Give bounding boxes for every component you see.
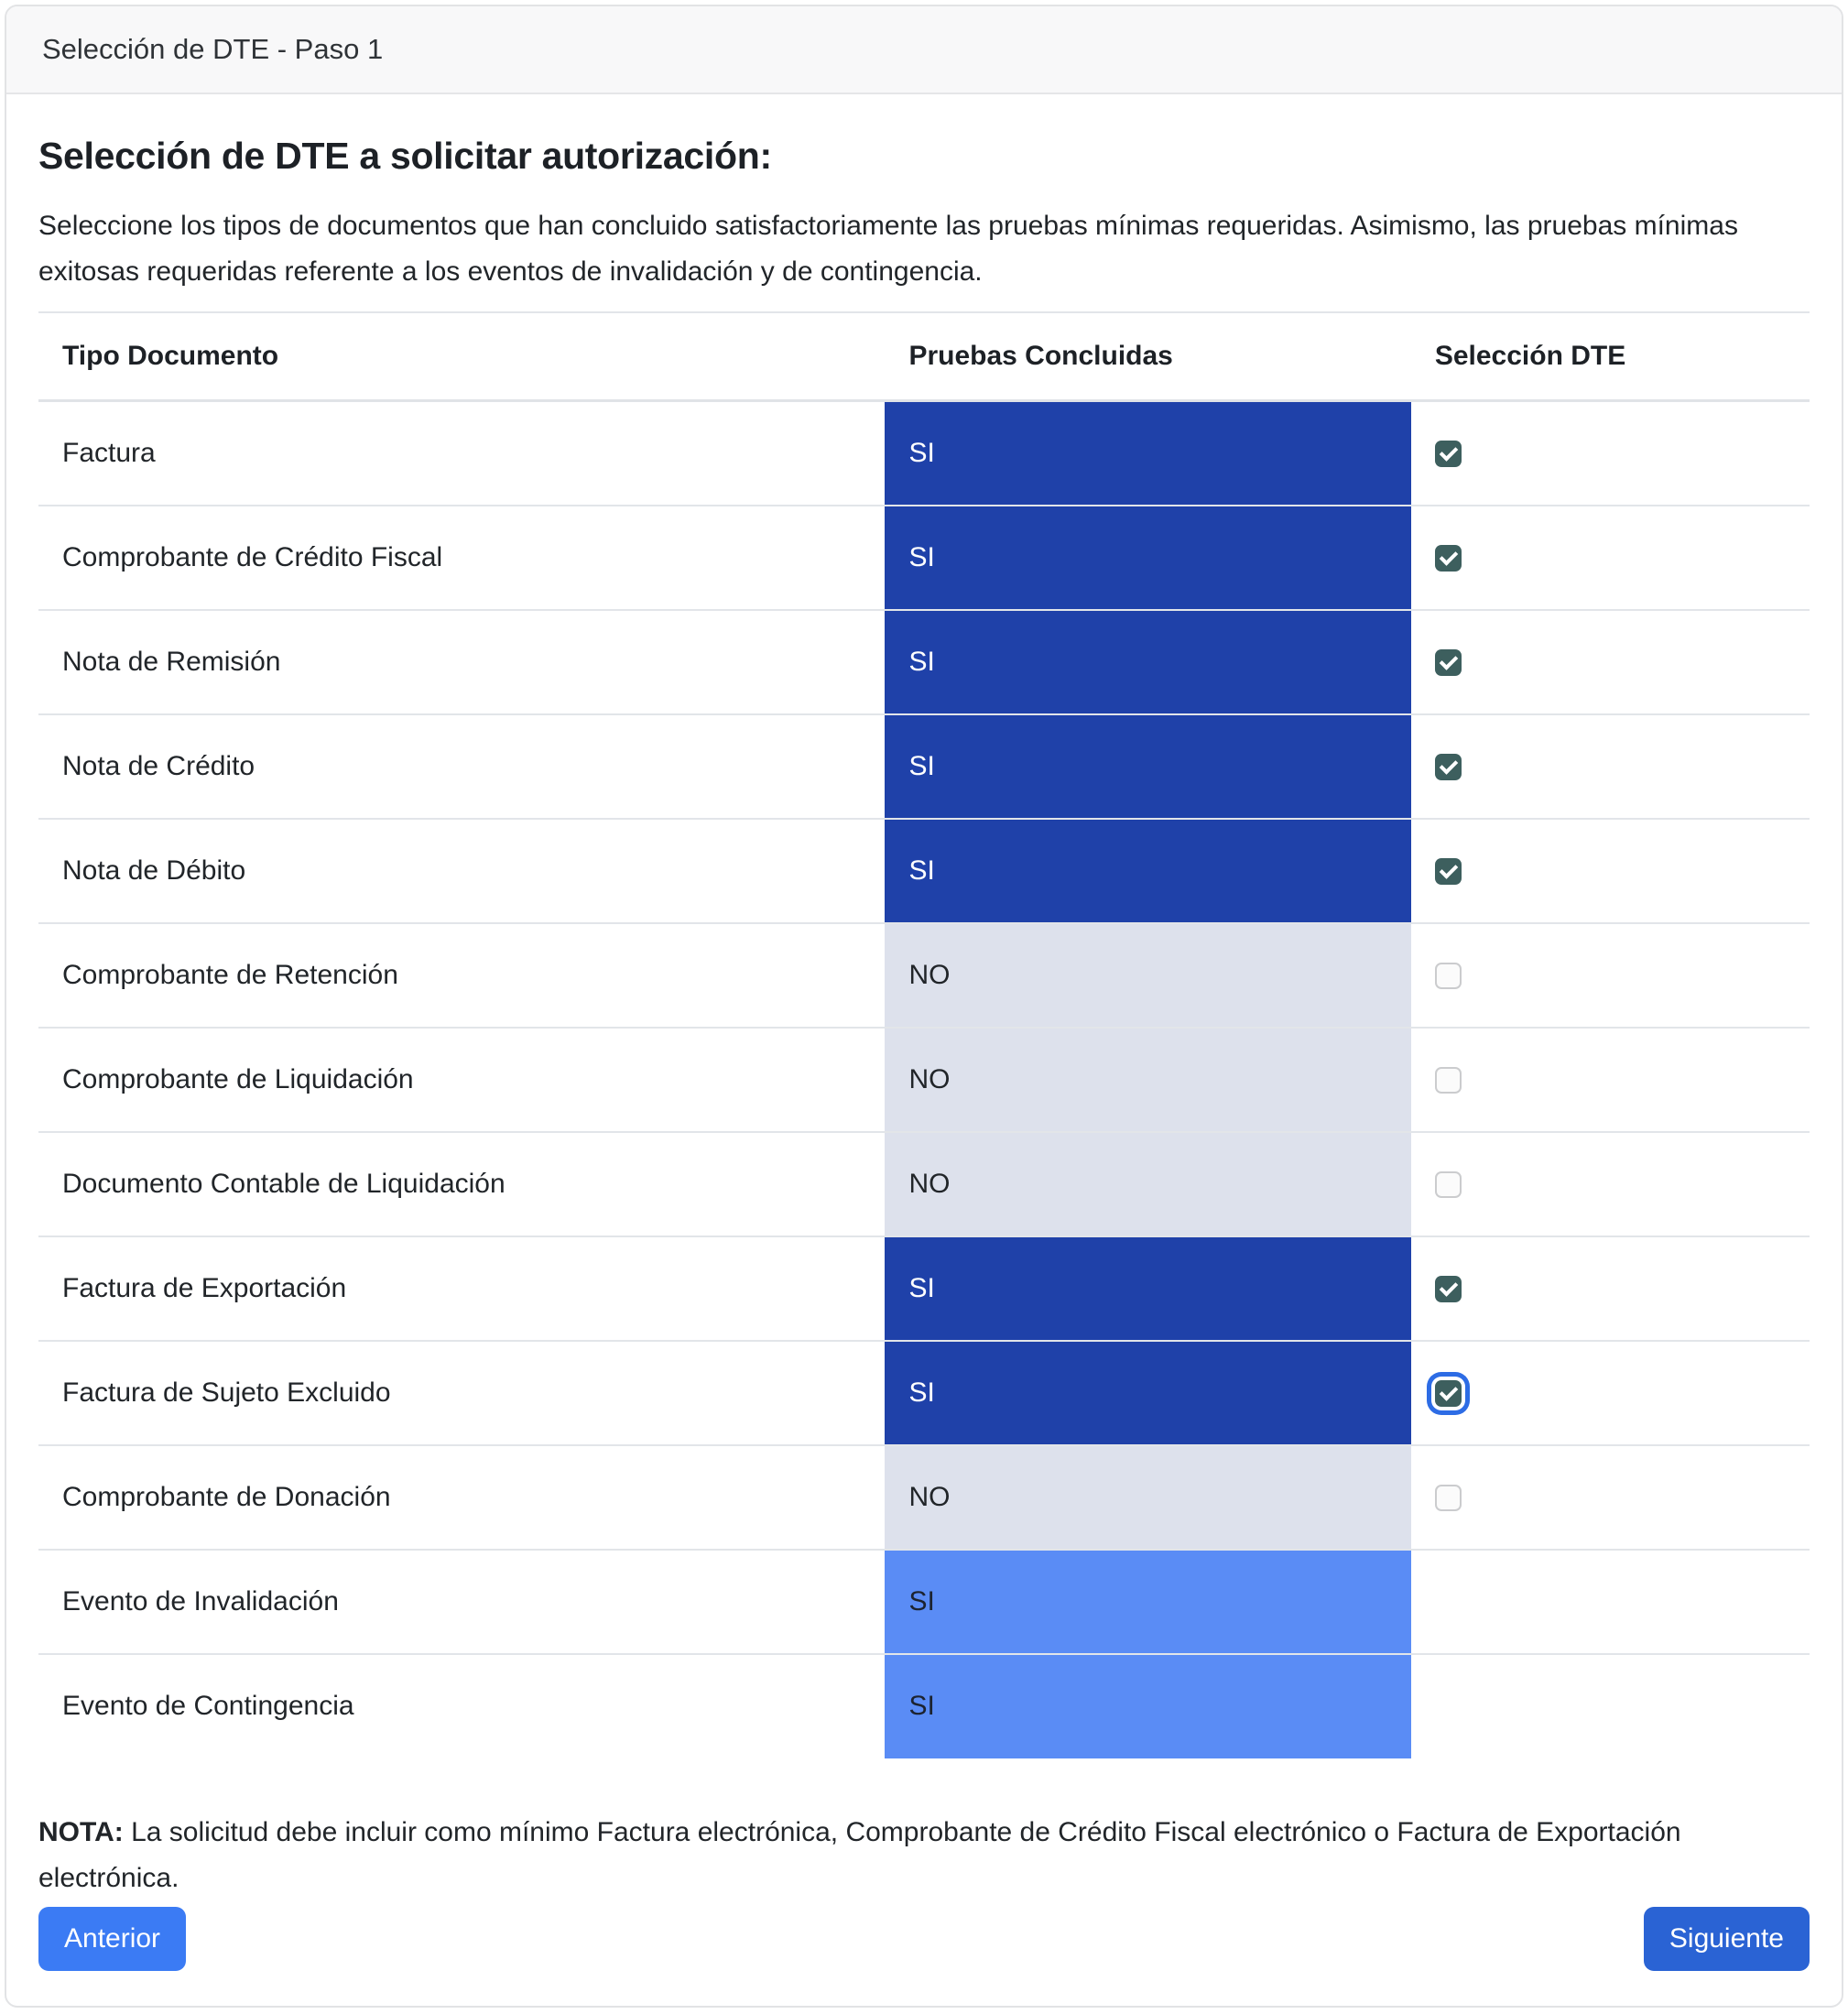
page-description: Seleccione los tipos de documentos que han concluido satisfactoriamente las pruebas mínimas requeridas. Asimismo, las pruebas mínimas exitosas requeridas referente a los eventos de invalidación y de contingencia. — [38, 211, 1738, 287]
pruebas-status-cell: SI — [885, 1654, 1410, 1758]
pruebas-status-cell: SI — [885, 1341, 1410, 1445]
document-type-cell: Nota de Remisión — [38, 610, 885, 714]
seleccion-cell — [1411, 610, 1810, 714]
seleccion-cell — [1411, 923, 1810, 1028]
table-row — [38, 1654, 1810, 1758]
column-header-tipo-documento: Tipo Documento — [38, 312, 885, 401]
page-title: Selección de DTE a solicitar autorización: — [38, 135, 772, 177]
dte-checkbox[interactable] — [1435, 545, 1462, 572]
dte-checkbox[interactable] — [1435, 1380, 1462, 1407]
footer-actions — [38, 1907, 1810, 1971]
document-type-cell: Nota de Crédito — [38, 714, 885, 819]
pruebas-status-cell: SI — [885, 1236, 1410, 1341]
pruebas-status-cell: NO — [885, 923, 1410, 1028]
pruebas-status-cell: NO — [885, 1028, 1410, 1132]
pruebas-status-cell: NO — [885, 1132, 1410, 1236]
table-row — [38, 610, 1810, 714]
table-row — [38, 923, 1810, 1028]
note-label: NOTA: — [38, 1816, 124, 1847]
pruebas-status-cell: SI — [885, 401, 1410, 506]
document-type-cell: Documento Contable de Liquidación — [38, 1132, 885, 1236]
dte-checkbox[interactable] — [1435, 1067, 1462, 1094]
seleccion-cell — [1411, 1236, 1810, 1341]
seleccion-cell — [1411, 714, 1810, 819]
pruebas-status-cell: SI — [885, 1550, 1410, 1654]
dte-checkbox[interactable] — [1435, 1485, 1462, 1511]
pruebas-status-cell: SI — [885, 506, 1410, 610]
seleccion-cell — [1411, 1445, 1810, 1550]
pruebas-status-cell: NO — [885, 1445, 1410, 1550]
table-row — [38, 401, 1810, 506]
document-type-cell: Comprobante de Crédito Fiscal — [38, 506, 885, 610]
dte-checkbox[interactable] — [1435, 649, 1462, 676]
seleccion-cell — [1411, 1132, 1810, 1236]
table-row — [38, 1236, 1810, 1341]
pruebas-status-cell: SI — [885, 610, 1410, 714]
document-type-cell: Factura — [38, 401, 885, 506]
dte-checkbox[interactable] — [1435, 1171, 1462, 1198]
seleccion-cell — [1411, 401, 1810, 506]
document-type-cell: Comprobante de Liquidación — [38, 1028, 885, 1132]
previous-button[interactable]: Anterior — [38, 1907, 186, 1971]
document-type-cell: Evento de Contingencia — [38, 1654, 885, 1758]
wizard-step-title: Selección de DTE - Paso 1 — [42, 33, 384, 65]
document-type-cell: Factura de Sujeto Excluido — [38, 1341, 885, 1445]
table-row — [38, 1132, 1810, 1236]
column-header-pruebas-concluidas: Pruebas Concluidas — [885, 312, 1410, 401]
document-type-cell: Evento de Invalidación — [38, 1550, 885, 1654]
dte-checkbox[interactable] — [1435, 754, 1462, 780]
seleccion-cell — [1411, 1654, 1810, 1758]
table-row — [38, 1341, 1810, 1445]
table-row — [38, 819, 1810, 923]
pruebas-status-cell: SI — [885, 819, 1410, 923]
table-row — [38, 1028, 1810, 1132]
document-type-cell: Comprobante de Donación — [38, 1445, 885, 1550]
column-header-seleccion-dte: Selección DTE — [1411, 312, 1810, 401]
document-type-cell: Nota de Débito — [38, 819, 885, 923]
dte-checkbox[interactable] — [1435, 441, 1462, 467]
table-header-row — [38, 312, 1810, 401]
table-row — [38, 714, 1810, 819]
wizard-body — [6, 94, 1842, 1971]
seleccion-cell — [1411, 506, 1810, 610]
dte-checkbox[interactable] — [1435, 1276, 1462, 1302]
wizard-card — [5, 5, 1843, 2008]
seleccion-cell — [1411, 1028, 1810, 1132]
seleccion-cell — [1411, 1341, 1810, 1445]
pruebas-status-cell: SI — [885, 714, 1410, 819]
table-row — [38, 1550, 1810, 1654]
table-body — [38, 401, 1810, 1758]
dte-table — [38, 311, 1810, 1758]
dte-checkbox[interactable] — [1435, 858, 1462, 885]
note-body: La solicitud debe incluir como mínimo Factura electrónica, Comprobante de Crédito Fiscal electrónico o Factura de Exportación electrónica. — [38, 1816, 1681, 1893]
table-row — [38, 1445, 1810, 1550]
document-type-cell: Comprobante de Retención — [38, 923, 885, 1028]
seleccion-cell — [1411, 1550, 1810, 1654]
next-button[interactable]: Siguiente — [1644, 1907, 1810, 1971]
wizard-step-header — [6, 6, 1842, 94]
table-row — [38, 506, 1810, 610]
seleccion-cell — [1411, 819, 1810, 923]
dte-checkbox[interactable] — [1435, 963, 1462, 989]
document-type-cell: Factura de Exportación — [38, 1236, 885, 1341]
note-text — [38, 1810, 1810, 1901]
